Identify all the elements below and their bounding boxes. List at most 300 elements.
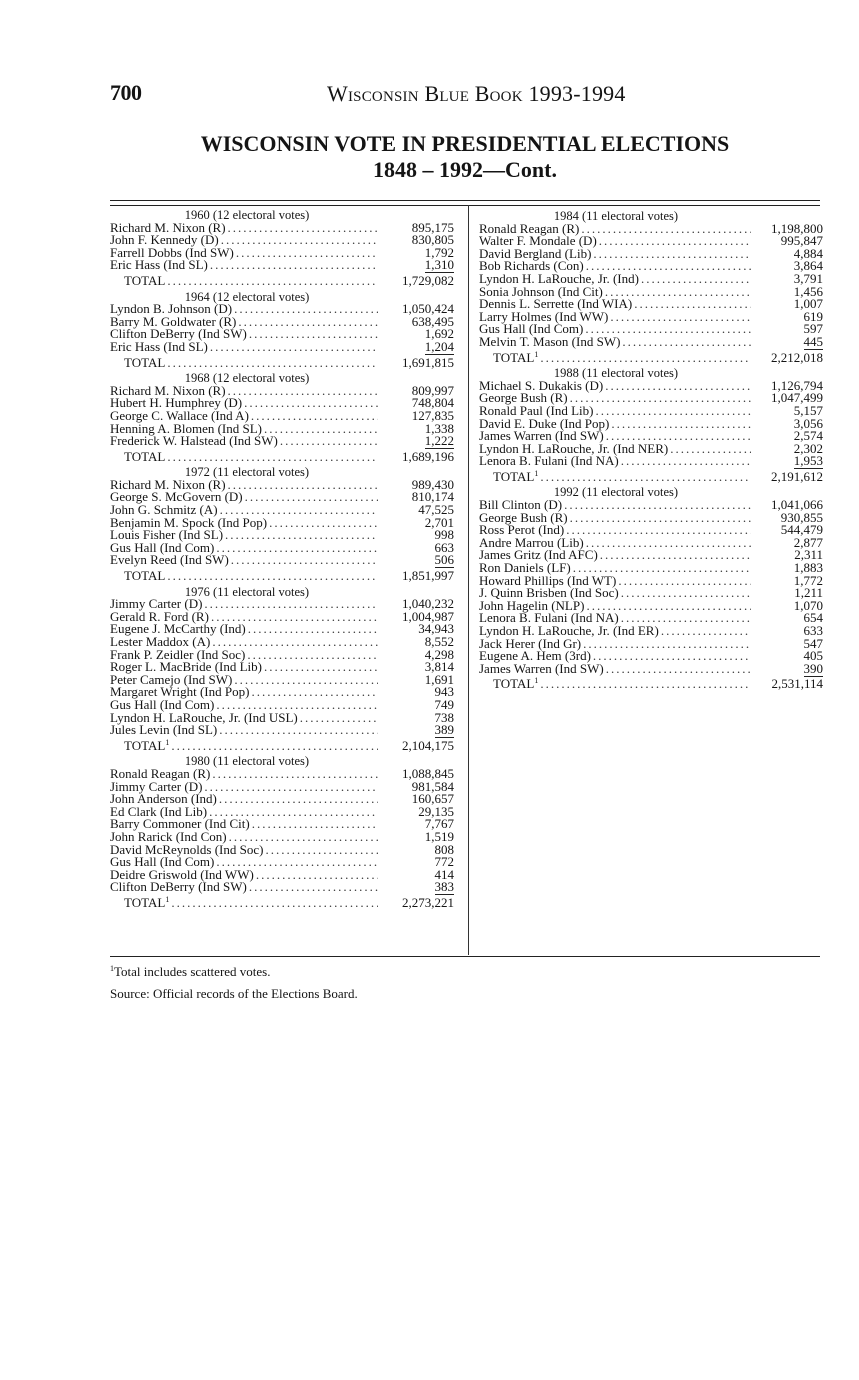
dot-leader [248, 623, 378, 636]
vote-count-text: 1,310 [424, 257, 454, 273]
table-top-rule [110, 200, 820, 206]
candidate-row [479, 333, 823, 349]
candidate-name: Eric Hass (Ind SL) [110, 257, 208, 273]
vote-count-text: 2,311 [794, 547, 823, 563]
vote-count-text: 47,525 [418, 502, 454, 518]
candidate-name: Louis Fisher (Ind SL) [110, 527, 224, 543]
dot-leader [611, 418, 751, 431]
total-label [110, 737, 170, 753]
election-heading: 1968 (12 electoral votes) [184, 371, 310, 386]
total-label [110, 272, 166, 288]
candidate-name: J. Quinn Brisben (Ind Soc) [479, 585, 619, 601]
candidate-name: Bob Richards (Con) [479, 258, 584, 274]
election-section [110, 586, 454, 753]
total-label-text: TOTAL [493, 468, 535, 484]
dot-leader [251, 410, 378, 423]
dot-leader [234, 303, 378, 316]
vote-count-text: 633 [803, 623, 823, 638]
candidate-name: Sonia Johnson (Ind Cit) [479, 283, 603, 299]
vote-count-text: 1,772 [793, 572, 823, 588]
total-count [384, 448, 454, 464]
vote-count [384, 259, 454, 272]
total-count [753, 678, 823, 691]
vote-count-text: 3,814 [424, 659, 454, 675]
election-section [110, 755, 454, 909]
vote-count-text: 1,126,794 [771, 377, 823, 393]
dot-leader [300, 712, 378, 725]
vote-count-text: 749 [434, 696, 454, 712]
dot-leader [219, 793, 378, 806]
page-title: WISCONSIN VOTE IN PRESIDENTIAL ELECTIONS [200, 131, 730, 156]
total-count [384, 894, 454, 910]
total-count-text: 1,851,997 [402, 568, 454, 584]
candidate-name: Jack Herer (Ind Gr) [479, 635, 582, 651]
candidate-name: Michael S. Dukakis (D) [479, 377, 604, 393]
total-count-text: 2,191,612 [771, 468, 823, 484]
dot-leader [167, 275, 378, 288]
dot-leader [171, 897, 378, 910]
candidate-name: Ross Perot (Ind) [479, 522, 565, 538]
dot-leader [269, 517, 378, 530]
candidate-name: George S. McGovern (D) [110, 489, 243, 505]
total-row [110, 354, 454, 370]
candidate-name: Lester Maddox (A) [110, 634, 211, 649]
candidate-name: Ed Clark (Ind Lib) [110, 803, 208, 819]
candidate-name: Jimmy Carter (D) [110, 596, 203, 612]
candidate-name: Lenora B. Fulani (Ind NA) [479, 610, 619, 626]
vote-count-text: 830,805 [411, 232, 454, 248]
vote-count-text: 2,877 [793, 534, 823, 550]
dot-leader [244, 397, 378, 410]
candidate-name: Gus Hall (Ind Com) [479, 321, 584, 337]
candidate-name: Ronald Reagan (R) [479, 220, 580, 236]
dot-leader [606, 663, 751, 676]
total-row [479, 349, 823, 365]
page-subtitle: 1848 – 1992—Cont. [373, 157, 557, 182]
total-row [110, 737, 454, 753]
election-section [479, 486, 823, 691]
candidate-name: John Hagelin (NLP) [479, 597, 585, 613]
footnote-marker: 1 [165, 737, 170, 747]
total-row [110, 570, 454, 583]
vote-count-text: 34,943 [418, 621, 454, 637]
total-count-text: 1,729,082 [402, 272, 454, 288]
candidate-name: Frank P. Zeidler (Ind Soc) [110, 646, 246, 662]
dot-leader [600, 549, 751, 562]
candidate-name: Ron Daniels (LF) [479, 560, 571, 576]
vote-count-text: 2,701 [424, 514, 454, 530]
candidate-name: James Warren (Ind SW) [479, 660, 604, 676]
vote-count-text: 663 [434, 539, 454, 555]
candidate-name: Lyndon H. LaRouche, Jr. (Ind) [479, 270, 639, 286]
candidate-name: Dennis L. Serrette (Ind WIA) [479, 296, 633, 312]
vote-count-text: 619 [803, 308, 823, 324]
dot-leader [252, 818, 378, 831]
total-row [110, 894, 454, 910]
vote-count-text: 748,804 [411, 395, 454, 411]
dot-leader [540, 352, 751, 365]
candidate-name: George Bush (R) [479, 509, 568, 525]
running-head: Wisconsin Blue Book 1993-1994 [327, 81, 626, 106]
candidate-name: Clifton DeBerry (Ind SW) [110, 326, 247, 342]
vote-count [384, 435, 454, 448]
total-row [479, 468, 823, 484]
dot-leader [216, 542, 378, 555]
dot-leader [245, 491, 378, 504]
dot-leader [249, 881, 378, 894]
candidate-name: Lyndon H. LaRouche, Jr. (Ind NER) [479, 440, 669, 456]
candidate-name: Margaret Wright (Ind Pop) [110, 684, 250, 700]
dot-leader [221, 234, 378, 247]
total-label [110, 894, 170, 910]
total-label-text: TOTAL [124, 568, 166, 584]
right-column [479, 210, 823, 694]
candidate-name: John Anderson (Ind) [110, 791, 217, 807]
candidate-name: Deidre Griswold (Ind WW) [110, 866, 254, 882]
vote-count-text: 3,056 [793, 415, 823, 431]
total-label [110, 448, 166, 464]
total-count [384, 737, 454, 753]
vote-count-text: 1,883 [793, 560, 823, 576]
vote-count-text: 981,584 [411, 778, 454, 794]
vote-count [753, 333, 823, 349]
dot-leader [210, 259, 378, 272]
vote-count-text: 597 [803, 321, 823, 337]
election-section [479, 210, 823, 364]
total-count-text: 2,273,221 [402, 894, 454, 910]
vote-count-text: 3,791 [793, 270, 823, 286]
candidate-name: Walter F. Mondale (D) [479, 233, 597, 249]
candidate-name: Gus Hall (Ind Com) [110, 696, 215, 712]
footnote-marker: 1 [534, 676, 539, 686]
vote-count-text: 1,211 [794, 585, 823, 601]
candidate-name: Barry Commoner (Ind Cit) [110, 816, 250, 832]
candidate-name: Eric Hass (Ind SL) [110, 338, 208, 354]
total-label-text: TOTAL [493, 349, 535, 365]
vote-count-text: 7,767 [424, 816, 454, 832]
vote-count-text: 3,864 [793, 258, 823, 274]
vote-count-text: 930,855 [780, 509, 823, 525]
candidate-name: Jules Levin (Ind SL) [110, 722, 218, 738]
candidate-name: Richard M. Nixon (R) [110, 219, 226, 235]
vote-count-text: 989,430 [411, 476, 454, 492]
vote-count-text: 1,070 [793, 597, 823, 613]
total-count [753, 468, 823, 484]
dot-leader [570, 392, 751, 405]
candidate-name: Ronald Paul (Ind Lib) [479, 402, 594, 418]
dot-leader [264, 423, 378, 436]
vote-count-text: 1,222 [424, 433, 454, 449]
dot-leader [256, 869, 378, 882]
vote-count-text: 127,835 [411, 407, 454, 423]
vote-count [384, 554, 454, 567]
candidate-row [110, 724, 454, 737]
vote-count-text: 772 [434, 854, 454, 870]
total-label-text: TOTAL [493, 676, 535, 692]
candidate-name: George Bush (R) [479, 390, 568, 406]
footnote-text: Total includes scattered votes. [114, 964, 271, 979]
dot-leader [621, 587, 751, 600]
vote-count-text: 1,953 [793, 453, 823, 469]
vote-count [753, 660, 823, 676]
total-label [110, 570, 165, 583]
candidate-name: Frederick W. Halstead (Ind SW) [110, 433, 278, 449]
vote-count-text: 405 [803, 648, 823, 664]
vote-count-text: 1,040,232 [402, 596, 454, 612]
vote-count-text: 810,174 [411, 489, 454, 505]
vote-count-text: 4,884 [793, 245, 823, 261]
candidate-name: James Warren (Ind SW) [479, 428, 604, 444]
dot-leader [661, 625, 751, 638]
vote-count [384, 881, 454, 894]
vote-count-text: 29,135 [418, 803, 454, 819]
candidate-name: Lyndon H. LaRouche, Jr. (Ind ER) [479, 623, 659, 638]
total-label [110, 354, 166, 370]
dot-leader [593, 650, 751, 663]
candidate-name: Richard M. Nixon (R) [110, 476, 226, 492]
election-heading: 1960 (12 electoral votes) [184, 208, 310, 222]
candidate-name: Lyndon B. Johnson (D) [110, 301, 233, 317]
candidate-name: David McReynolds (Ind Soc) [110, 841, 264, 857]
dot-leader [564, 499, 751, 512]
dot-leader [670, 443, 751, 456]
total-label [479, 678, 538, 691]
total-count-text: 2,104,175 [402, 737, 454, 753]
total-label-text: TOTAL [124, 894, 166, 910]
dot-leader [566, 524, 751, 537]
total-row [479, 678, 823, 691]
vote-count-text: 1,007 [793, 296, 823, 312]
candidate-row [479, 455, 823, 468]
dot-leader [540, 678, 751, 691]
total-label-text: TOTAL [124, 737, 166, 753]
dot-leader [234, 674, 378, 687]
vote-count-text: 547 [803, 635, 823, 651]
vote-count-text: 1,691 [424, 671, 454, 687]
dot-leader [238, 316, 378, 329]
candidate-name: John G. Schmitz (A) [110, 502, 218, 518]
vote-count-text: 389 [434, 722, 454, 738]
candidate-name: Hubert H. Humphrey (D) [110, 395, 243, 411]
candidate-name: Benjamin M. Spock (Ind Pop) [110, 514, 268, 530]
total-label [479, 468, 539, 484]
dot-leader [583, 638, 751, 651]
left-column [110, 209, 454, 912]
vote-count-text: 1,519 [424, 828, 454, 844]
vote-count-text: 1,338 [424, 420, 454, 436]
total-count [384, 354, 454, 370]
candidate-name: Ronald Reagan (R) [110, 765, 211, 781]
candidate-name: Evelyn Reed (Ind SW) [110, 552, 229, 568]
dot-leader [540, 471, 751, 484]
candidate-name: Clifton DeBerry (Ind SW) [110, 879, 247, 895]
vote-count-text: 654 [803, 610, 823, 626]
footnote [110, 964, 270, 980]
dot-leader [228, 222, 378, 235]
election-heading: 1984 (11 electoral votes) [553, 209, 679, 223]
vote-count-text: 4,298 [424, 646, 454, 662]
candidate-name: Gus Hall (Ind Com) [110, 539, 215, 555]
dot-leader [228, 385, 378, 398]
vote-count-text: 998 [434, 527, 454, 543]
total-label-text: TOTAL [124, 448, 166, 464]
total-label [479, 349, 539, 365]
vote-count-text: 544,479 [780, 522, 823, 538]
candidate-row [110, 435, 454, 448]
total-label-text: TOTAL [124, 272, 166, 288]
candidate-row [110, 338, 454, 354]
candidate-name: Gus Hall (Ind Com) [110, 854, 215, 870]
candidate-name: Henning A. Blomen (Ind SL) [110, 420, 263, 436]
vote-count-text: 1,041,066 [771, 497, 823, 513]
total-count-text: 1,691,815 [402, 354, 454, 370]
candidate-name: Barry M. Goldwater (R) [110, 313, 237, 329]
candidate-row [110, 259, 454, 272]
vote-count-text: 383 [434, 879, 454, 895]
dot-leader [251, 686, 378, 699]
election-section [479, 367, 823, 483]
total-count-text: 2,212,018 [771, 349, 823, 365]
dot-leader [167, 357, 378, 370]
dot-leader [167, 570, 378, 583]
candidate-name: Lyndon H. LaRouche, Jr. (Ind USL) [110, 709, 298, 725]
total-row [110, 448, 454, 464]
dot-leader [581, 223, 751, 236]
dot-leader [204, 598, 378, 611]
candidate-name: John F. Kennedy (D) [110, 232, 219, 248]
page-number: 700 [110, 80, 142, 105]
dot-leader [231, 554, 378, 567]
candidate-row [110, 881, 454, 894]
total-count-text: 1,689,196 [402, 448, 454, 464]
dot-leader [228, 479, 378, 492]
dot-leader [249, 328, 378, 341]
candidate-name: Eugene J. McCarthy (Ind) [110, 621, 246, 637]
election-section [110, 209, 454, 288]
vote-count-text: 1,004,987 [402, 608, 454, 624]
total-count-text: 2,531,114 [771, 676, 823, 692]
dot-leader [641, 273, 751, 286]
vote-count-text: 506 [434, 552, 454, 568]
dot-leader [593, 248, 751, 261]
vote-count-text: 8,552 [424, 634, 454, 649]
dot-leader [212, 768, 378, 781]
dot-leader [610, 311, 751, 324]
candidate-row [479, 660, 823, 676]
vote-count-text: 5,157 [793, 402, 823, 418]
vote-count [753, 455, 823, 468]
candidate-name: Roger L. MacBride (Ind Lib) [110, 659, 262, 675]
dot-leader [280, 435, 378, 448]
vote-count-text: 809,997 [411, 382, 454, 398]
vote-count-text: 1,204 [424, 338, 454, 354]
footnote-marker: 1 [534, 349, 539, 359]
dot-leader [570, 512, 751, 525]
candidate-name: David Bergland (Lib) [479, 245, 592, 261]
dot-leader [605, 380, 751, 393]
election-heading: 1980 (11 electoral votes) [184, 754, 310, 769]
dot-leader [599, 235, 751, 248]
dot-leader [634, 298, 751, 311]
election-section [110, 466, 454, 582]
candidate-name: Peter Camejo (Ind SW) [110, 671, 233, 687]
candidate-name: Melvin T. Mason (Ind SW) [479, 333, 621, 349]
vote-count-text: 1,088,845 [402, 765, 454, 781]
candidate-name: James Gritz (Ind AFC) [479, 547, 598, 563]
dot-leader [586, 537, 751, 550]
vote-count-text: 1,198,800 [771, 220, 823, 236]
vote-count-text: 445 [803, 333, 823, 349]
vote-count-text: 808 [434, 841, 454, 857]
source-note: Source: Official records of the Elections Board. [110, 986, 358, 1001]
vote-count [384, 338, 454, 354]
footnote-marker: 1 [534, 468, 539, 478]
dot-leader [219, 724, 378, 737]
vote-count-text: 414 [434, 866, 454, 882]
vote-count-text: 895,175 [411, 219, 454, 235]
dot-leader [225, 529, 378, 542]
vote-count-text: 160,657 [411, 791, 454, 807]
total-count [384, 570, 454, 583]
candidate-name: Lenora B. Fulani (Ind NA) [479, 453, 619, 469]
footnote-marker: 1 [110, 964, 114, 973]
dot-leader [621, 455, 751, 468]
election-section [110, 291, 454, 370]
dot-leader [171, 740, 378, 753]
dot-leader [204, 781, 378, 794]
candidate-name: Larry Holmes (Ind WW) [479, 308, 609, 324]
candidate-name: Farrell Dobbs (Ind SW) [110, 244, 234, 260]
election-heading: 1964 (12 electoral votes) [184, 289, 310, 304]
table-bottom-rule [110, 956, 820, 957]
candidate-name: Gerald R. Ford (R) [110, 608, 209, 624]
election-heading: 1988 (11 electoral votes) [553, 366, 679, 381]
footnote-marker: 1 [165, 894, 170, 904]
total-row [110, 272, 454, 288]
dot-leader [210, 341, 378, 354]
election-heading: 1972 (11 electoral votes) [184, 465, 310, 480]
total-count [753, 349, 823, 365]
total-count [384, 272, 454, 288]
vote-count-text: 390 [803, 660, 823, 676]
dot-leader [595, 405, 751, 418]
vote-count-text: 943 [434, 684, 454, 700]
candidate-name: Richard M. Nixon (R) [110, 382, 226, 398]
candidate-name: John Rarick (Ind Con) [110, 828, 227, 844]
vote-count-text: 1,050,424 [402, 301, 454, 317]
dot-leader [167, 451, 378, 464]
dot-leader [265, 844, 378, 857]
vote-count-text: 1,047,499 [771, 390, 823, 406]
candidate-name: David E. Duke (Ind Pop) [479, 415, 610, 431]
candidate-name: Bill Clinton (D) [479, 497, 563, 513]
column-divider [468, 205, 469, 955]
vote-count-text: 2,574 [793, 428, 823, 444]
vote-count-text: 1,456 [793, 283, 823, 299]
election-heading: 1992 (11 electoral votes) [553, 485, 679, 500]
dot-leader [264, 661, 378, 674]
vote-count-text: 1,792 [424, 244, 454, 260]
total-label-text: TOTAL [124, 354, 166, 370]
vote-count-text: 738 [434, 709, 454, 725]
candidate-name: Howard Phillips (Ind WT) [479, 572, 617, 588]
vote-count-text: 995,847 [780, 233, 823, 249]
vote-count-text: 1,692 [424, 326, 454, 342]
candidate-row [110, 554, 454, 567]
election-heading: 1976 (11 electoral votes) [184, 584, 310, 599]
election-section [110, 372, 454, 463]
vote-count [384, 724, 454, 737]
